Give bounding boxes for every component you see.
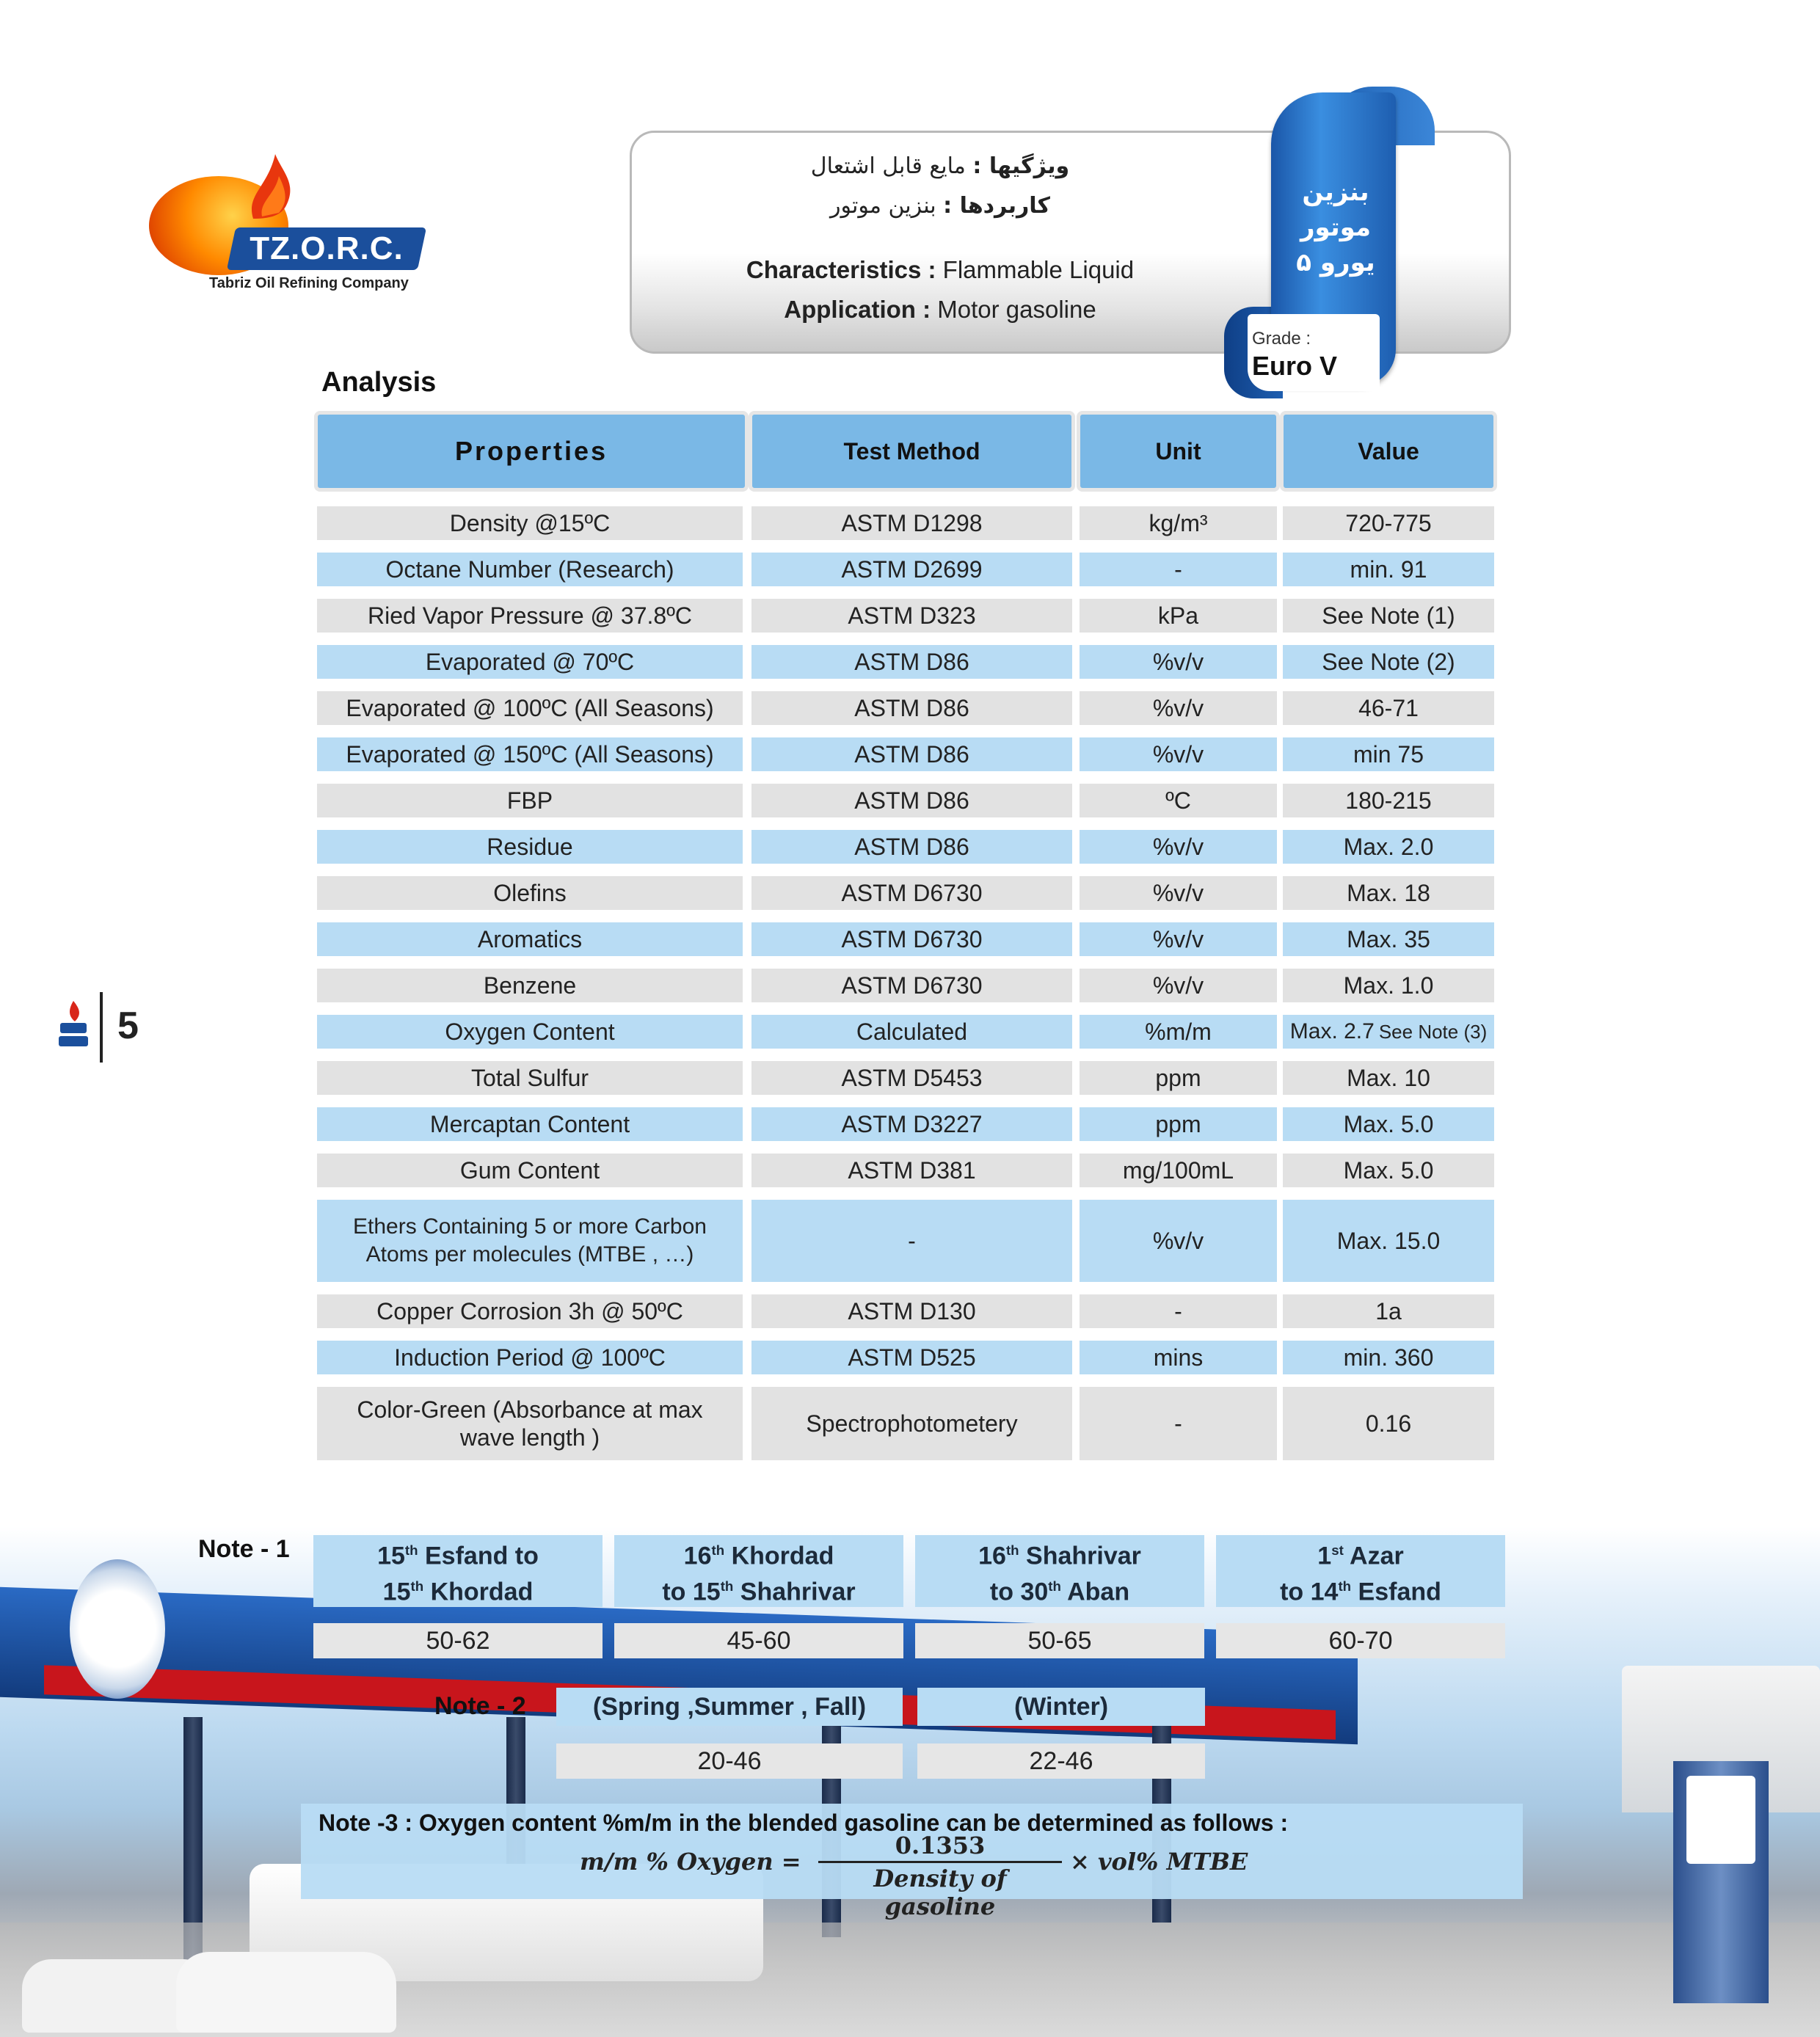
table-row [314, 1200, 1497, 1282]
property-cell: Density @15ºC [317, 506, 743, 540]
unit-cell: ppm [1080, 1107, 1277, 1141]
property-cell: Induction Period @ 100ºC [317, 1341, 743, 1374]
value-cell: Max. 5.0 [1283, 1154, 1494, 1187]
table-row [314, 599, 1497, 633]
test-method-cell: ASTM D86 [751, 645, 1072, 679]
note2-value: 22-46 [917, 1743, 1205, 1779]
value-cell: min. 360 [1283, 1341, 1494, 1374]
unit-cell: ºC [1080, 784, 1277, 817]
unit-cell: - [1080, 553, 1277, 586]
test-method-cell: ASTM D86 [751, 830, 1072, 864]
table-row [314, 737, 1497, 771]
note1-value: 50-62 [313, 1623, 603, 1658]
property-cell: Benzene [317, 969, 743, 1002]
note1-value: 45-60 [614, 1623, 903, 1658]
table-row [314, 876, 1497, 910]
table-row [314, 691, 1497, 725]
unit-cell: %v/v [1080, 830, 1277, 864]
note1-value: 50-65 [915, 1623, 1204, 1658]
test-method-cell: ASTM D3227 [751, 1107, 1072, 1141]
table-row [314, 1061, 1497, 1095]
station-tower [1673, 1761, 1769, 2003]
mini-logo-icon [57, 999, 90, 1051]
unit-cell: kPa [1080, 599, 1277, 633]
value-cell: Max. 18 [1283, 876, 1494, 910]
value-cell: Max. 2.7 See Note (3) [1283, 1015, 1494, 1049]
grade-label: Grade : [1252, 329, 1311, 349]
table-row [314, 830, 1497, 864]
header-unit: Unit [1077, 411, 1280, 492]
test-method-cell: ASTM D6730 [751, 876, 1072, 910]
property-cell: Evaporated @ 100ºC (All Seasons) [317, 691, 743, 725]
table-row [314, 1015, 1497, 1049]
test-method-cell: ASTM D2699 [751, 553, 1072, 586]
value-cell: min 75 [1283, 737, 1494, 771]
header-properties: Properties [314, 411, 749, 492]
note1-period-header: 15th Esfand to 15th Khordad [313, 1535, 603, 1607]
unit-cell: %v/v [1080, 645, 1277, 679]
application-line: Application : Motor gasoline [784, 296, 1096, 323]
unit-cell: %v/v [1080, 737, 1277, 771]
table-row [314, 506, 1497, 540]
property-cell: Evaporated @ 150ºC (All Seasons) [317, 737, 743, 771]
analysis-title: Analysis [321, 367, 437, 398]
unit-cell: %v/v [1080, 876, 1277, 910]
unit-cell: %v/v [1080, 922, 1277, 956]
brand-badge: TZ.O.R.C. [227, 227, 426, 270]
test-method-cell: ASTM D1298 [751, 506, 1072, 540]
value-cell: Max. 5.0 [1283, 1107, 1494, 1141]
value-cell: See Note (2) [1283, 645, 1494, 679]
unit-cell: - [1080, 1294, 1277, 1328]
station-sign-logo [70, 1559, 165, 1699]
value-cell: Max. 15.0 [1283, 1200, 1494, 1282]
table-row [314, 1387, 1497, 1460]
unit-cell: %v/v [1080, 1200, 1277, 1282]
unit-cell: - [1080, 1387, 1277, 1460]
value-cell: 46-71 [1283, 691, 1494, 725]
grade-ribbon [1218, 87, 1438, 398]
analysis-table [314, 411, 1497, 1473]
table-row [314, 969, 1497, 1002]
property-cell: Octane Number (Research) [317, 553, 743, 586]
property-cell: Ethers Containing 5 or more Carbon Atoms per molecules (MTBE , …) [317, 1200, 743, 1282]
test-method-cell: ASTM D86 [751, 737, 1072, 771]
test-method-cell: ASTM D86 [751, 784, 1072, 817]
table-row [314, 553, 1497, 586]
fa-application: کاربردها : بنزین موتور [830, 193, 1050, 219]
test-method-cell: ASTM D86 [751, 691, 1072, 725]
property-cell: Color-Green (Absorbance at max wave length ) [317, 1387, 743, 1460]
test-method-cell: ASTM D130 [751, 1294, 1072, 1328]
value-cell: 1a [1283, 1294, 1494, 1328]
table-row [314, 1341, 1497, 1374]
property-cell: Total Sulfur [317, 1061, 743, 1095]
company-logo [143, 154, 429, 301]
formula-numerator: 0.1353 [818, 1832, 1062, 1863]
value-cell: See Note (1) [1283, 599, 1494, 633]
note2-season-spring-summer-fall: (Spring ,Summer , Fall) [556, 1688, 903, 1726]
page-number-marker [57, 992, 145, 1063]
value-cell: Max. 2.0 [1283, 830, 1494, 864]
table-row [314, 1107, 1497, 1141]
flame-icon [246, 154, 297, 220]
table-row [314, 1154, 1497, 1187]
test-method-cell: ASTM D525 [751, 1341, 1072, 1374]
value-cell: 0.16 [1283, 1387, 1494, 1460]
unit-cell: %m/m [1080, 1015, 1277, 1049]
test-method-cell: - [751, 1200, 1072, 1282]
property-cell: Aromatics [317, 922, 743, 956]
table-row [314, 784, 1497, 817]
table-row [314, 645, 1497, 679]
property-cell: FBP [317, 784, 743, 817]
test-method-cell: ASTM D381 [751, 1154, 1072, 1187]
unit-cell: %v/v [1080, 691, 1277, 725]
formula-lhs: m/m % Oxygen = [580, 1848, 801, 1876]
test-method-cell: Calculated [751, 1015, 1072, 1049]
formula-denominator: Density of gasoline [873, 1865, 1007, 1920]
table-row [314, 1294, 1497, 1328]
company-name: Tabriz Oil Refining Company [209, 275, 409, 291]
note1-period-header: 1st Azar to 14th Esfand [1216, 1535, 1505, 1607]
property-cell: Residue [317, 830, 743, 864]
property-cell: Ried Vapor Pressure @ 37.8ºC [317, 599, 743, 633]
property-cell: Mercaptan Content [317, 1107, 743, 1141]
property-cell: Olefins [317, 876, 743, 910]
value-cell: 720-775 [1283, 506, 1494, 540]
car [176, 1952, 396, 2033]
characteristics-line: Characteristics : Flammable Liquid [746, 256, 1135, 283]
test-method-cell: ASTM D323 [751, 599, 1072, 633]
note3-text: Note -3 : Oxygen content %m/m in the blended gasoline can be determined as follows : [318, 1810, 1289, 1836]
property-cell: Evaporated @ 70ºC [317, 645, 743, 679]
unit-cell: kg/m³ [1080, 506, 1277, 540]
unit-cell: mg/100mL [1080, 1154, 1277, 1187]
note2-label: Note - 2 [434, 1692, 526, 1720]
test-method-cell: ASTM D6730 [751, 922, 1072, 956]
test-method-cell: Spectrophotometery [751, 1387, 1072, 1460]
note1-period-header: 16th Shahrivar to 30th Aban [915, 1535, 1204, 1607]
header-value: Value [1280, 411, 1497, 492]
property-cell: Oxygen Content [317, 1015, 743, 1049]
property-cell: Gum Content [317, 1154, 743, 1187]
value-cell: 180-215 [1283, 784, 1494, 817]
unit-cell: ppm [1080, 1061, 1277, 1095]
value-cell: min. 91 [1283, 553, 1494, 586]
note2-season-winter: (Winter) [917, 1688, 1205, 1726]
value-note: See Note (3) [1378, 1021, 1488, 1043]
grade-value: Euro V [1252, 351, 1338, 381]
test-method-cell: ASTM D6730 [751, 969, 1072, 1002]
value-cell: Max. 1.0 [1283, 969, 1494, 1002]
page-number: 5 [117, 1005, 139, 1047]
formula-rhs: × vol% MTBE [1070, 1848, 1248, 1876]
note2-value: 20-46 [556, 1743, 903, 1779]
note1-period-header: 16th Khordad to 15th Shahrivar [614, 1535, 903, 1607]
fa-product-title: بنزین موتور یورو ۵ [1296, 178, 1375, 277]
formula-fraction [818, 1832, 1062, 1920]
header-test-method: Test Method [749, 411, 1075, 492]
table-row [314, 922, 1497, 956]
table-header-row [314, 411, 1497, 499]
test-method-cell: ASTM D5453 [751, 1061, 1072, 1095]
unit-cell: mins [1080, 1341, 1277, 1374]
property-cell: Copper Corrosion 3h @ 50ºC [317, 1294, 743, 1328]
note1-label: Note - 1 [198, 1535, 290, 1563]
note1-value: 60-70 [1216, 1623, 1505, 1658]
fa-characteristics: ویژگیها : مایع قابل اشتعال [810, 153, 1070, 179]
unit-cell: %v/v [1080, 969, 1277, 1002]
value-cell: Max. 35 [1283, 922, 1494, 956]
value-cell: Max. 10 [1283, 1061, 1494, 1095]
